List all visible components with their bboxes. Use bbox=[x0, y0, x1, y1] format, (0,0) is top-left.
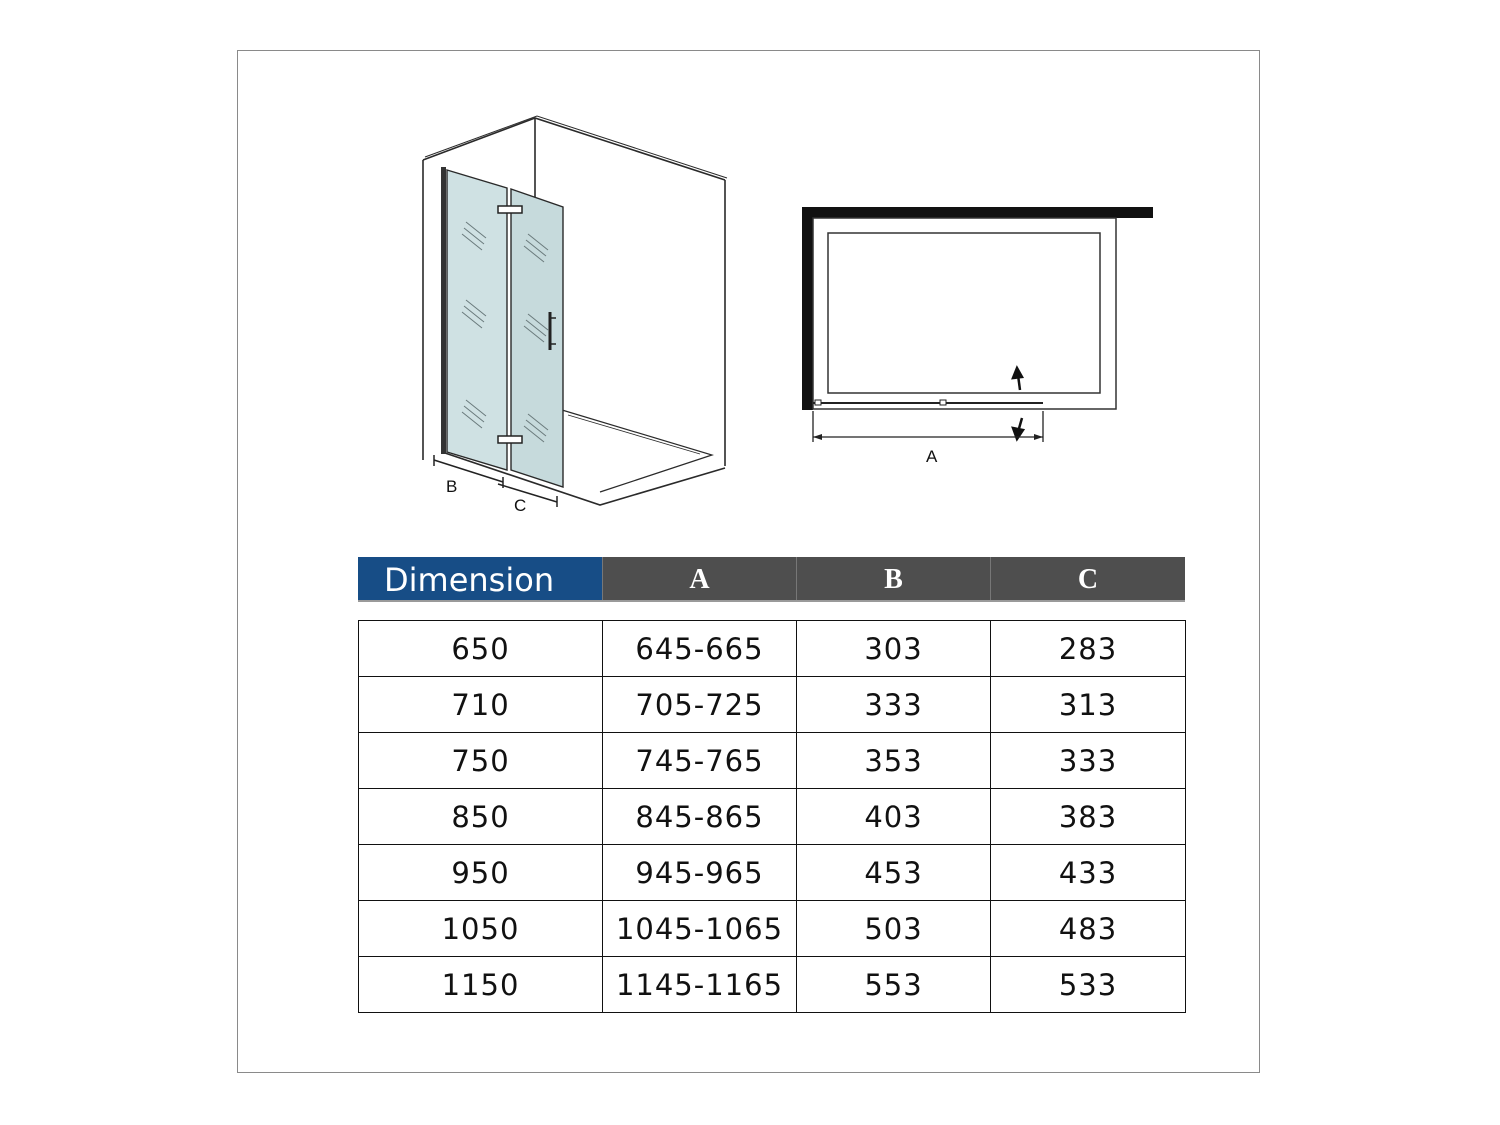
table-cell: 745-765 bbox=[603, 733, 797, 789]
table-cell: 553 bbox=[797, 957, 991, 1013]
dimension-table bbox=[358, 620, 1186, 1013]
table-row bbox=[359, 845, 1186, 901]
table-cell: 483 bbox=[991, 901, 1186, 957]
table-cell: 845-865 bbox=[603, 789, 797, 845]
table-cell: 353 bbox=[797, 733, 991, 789]
table-cell: 750 bbox=[359, 733, 603, 789]
table-cell: 1150 bbox=[359, 957, 603, 1013]
table-cell: 333 bbox=[797, 677, 991, 733]
table-cell: 1045-1065 bbox=[603, 901, 797, 957]
table-row bbox=[359, 621, 1186, 677]
table-cell: 945-965 bbox=[603, 845, 797, 901]
table-cell: 950 bbox=[359, 845, 603, 901]
table-row bbox=[359, 733, 1186, 789]
table-cell: 303 bbox=[797, 621, 991, 677]
table-cell: 710 bbox=[359, 677, 603, 733]
table-row bbox=[359, 789, 1186, 845]
table-cell: 503 bbox=[797, 901, 991, 957]
table-row bbox=[359, 957, 1186, 1013]
dimension-label-a: A bbox=[926, 447, 938, 466]
header-c: C bbox=[990, 557, 1185, 602]
table-cell: 650 bbox=[359, 621, 603, 677]
table-cell: 453 bbox=[797, 845, 991, 901]
header-b: B bbox=[796, 557, 990, 602]
table-cell: 705-725 bbox=[603, 677, 797, 733]
table-cell: 850 bbox=[359, 789, 603, 845]
table-cell: 533 bbox=[991, 957, 1186, 1013]
header-underline bbox=[358, 600, 1185, 602]
table-cell: 403 bbox=[797, 789, 991, 845]
dimension-label-b: B bbox=[446, 477, 458, 496]
header-dimension: Dimension bbox=[358, 557, 602, 602]
table-cell: 1145-1165 bbox=[603, 957, 797, 1013]
table-cell: 333 bbox=[991, 733, 1186, 789]
table-cell: 1050 bbox=[359, 901, 603, 957]
table-cell: 383 bbox=[991, 789, 1186, 845]
shower-drawings bbox=[0, 0, 1500, 540]
table-cell: 645-665 bbox=[603, 621, 797, 677]
table-cell: 283 bbox=[991, 621, 1186, 677]
table-cell: 313 bbox=[991, 677, 1186, 733]
table-cell: 433 bbox=[991, 845, 1186, 901]
header-a: A bbox=[602, 557, 796, 602]
plan-view bbox=[802, 207, 1153, 442]
table-row bbox=[359, 677, 1186, 733]
table-row bbox=[359, 901, 1186, 957]
dimension-label-c: C bbox=[514, 496, 527, 515]
